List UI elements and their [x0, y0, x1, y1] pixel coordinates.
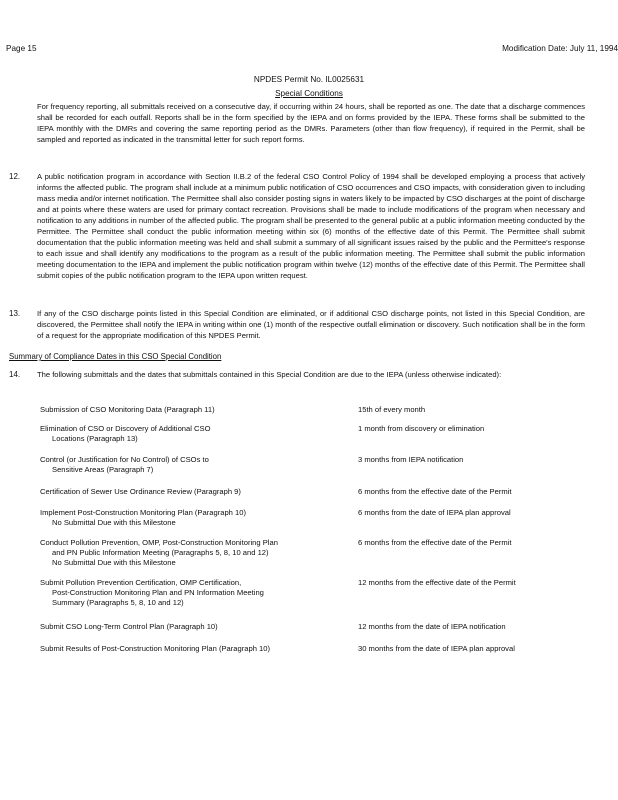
milestone-label: [40, 424, 340, 444]
paragraph-14-number: 14.: [9, 370, 21, 379]
milestone-label: [40, 508, 340, 528]
milestone-label-line: Submit Results of Post-Construction Monitoring Plan (Paragraph 10): [40, 644, 271, 653]
page-header-left: Page 15: [6, 44, 37, 53]
page-header-right: Modification Date: July 11, 1994: [502, 44, 618, 53]
permit-number: NPDES Permit No. IL0025631: [253, 75, 365, 84]
paragraph-14-text: The following submittals and the dates that submittals contained in this Special Condition are due to the IEPA (unless otherwise indicated):: [37, 370, 502, 379]
paragraph-13-number: 13.: [9, 309, 21, 318]
milestone-label-line: Control (or Justification for No Control) of CSOs to: [40, 455, 209, 464]
milestone-label: [40, 538, 340, 568]
milestone-label: [40, 487, 340, 497]
milestone-label: [40, 622, 340, 632]
milestone-label-line: Locations (Paragraph 13): [52, 434, 138, 443]
milestone-due-date: 6 months from the effective date of the Permit: [358, 487, 512, 496]
milestone-label: [40, 644, 340, 654]
summary-title: Summary of Compliance Dates in this CSO Special Condition: [9, 352, 222, 361]
milestone-label-line: No Submittal Due with this Milestone: [52, 518, 176, 527]
milestone-label-line: and PN Public Information Meeting (Paragraphs 5, 8, 10 and 12): [52, 548, 269, 557]
milestone-due-date: 6 months from the effective date of the Permit: [358, 538, 512, 547]
milestone-label-line: Sensitive Areas (Paragraph 7): [52, 465, 154, 474]
milestone-due-date: 6 months from the date of IEPA plan approval: [358, 508, 511, 517]
paragraph-13-text: If any of the CSO discharge points listed in this Special Condition are eliminated, or if additional CSO discharge points, not listed in this Special Condition, are discovered, the Permittee shall notify the IEPA in writing within one (1) month of the respective outfall elimination or discovery. Such notification shall be in the form of a request for the appropriate modification of this NPDES Permit.: [37, 309, 585, 340]
milestone-due-date: 1 month from discovery or elimination: [358, 424, 485, 433]
milestone-due-date: 3 months from IEPA notification: [358, 455, 464, 464]
milestone-label: [40, 578, 340, 608]
paragraph-12-number: 12.: [9, 172, 21, 181]
milestone-label-line: No Submittal Due with this Milestone: [52, 558, 176, 567]
milestone-label-line: Submission of CSO Monitoring Data (Paragraph 11): [40, 405, 215, 414]
intro-paragraph: For frequency reporting, all submittals received on a consecutive day, if occurring within 24 hours, shall be reported as one. The date that a discharge commences shall be recorded for each outfall. Reports shall be in the form specified by the IEPA and on forms provided by the IEPA. These forms shall be submitted to the IEPA monthly with the DMRs and covering the same reporting period as the DMRs. Parameters (other than flow frequency), if required in the Permit, shall be sampled and reported as indicated in the transmittal letter for such report forms.: [37, 102, 585, 144]
milestone-due-date: 15th of every month: [358, 405, 426, 414]
milestone-label-line: Conduct Pollution Prevention, OMP, Post-Construction Monitoring Plan: [40, 538, 278, 547]
paragraph-12-text: A public notification program in accordance with Section II.B.2 of the federal CSO Control Policy of 1994 shall be developed employing a process that actively informs the affected public. The program shall include at a minimum public notification of CSO occurrences and CSO impacts, with consideration given to including mass media and/or internet notification. The Permittee shall also consider posting signs in waters likely to be impacted by CSO discharges at the point of discharge and at points where these waters are used for primary contact recreation. Provisions shall be made to include modifications of the program when necessary and notification to any additions in number of the affected public. The program shall be presented to the general public at a public information meeting conducted by the Permittee. The Permittee shall conduct the public information meeting within six (6) months of the effective date of this Permit. The Permittee shall submit documentation that the public information meeting was held and shall submit a summary of all significant issues raised by the public and the Permittee's response to each issue and shall identify any modifications to the program as a result of the public information meeting. The Permittee shall submit the public information meeting documentation to the IEPA and implement the public notification program within twelve (12) months of the effective date of this Permit. The Permittee shall submit copies of the public notification program to the IEPA upon written request.: [37, 172, 585, 280]
milestone-label-line: Submit Pollution Prevention Certification, OMP Certification,: [40, 578, 242, 587]
milestone-label-line: Summary (Paragraphs 5, 8, 10 and 12): [52, 598, 184, 607]
section-title: Special Conditions: [275, 89, 343, 98]
milestone-due-date: 12 months from the date of IEPA notification: [358, 622, 506, 631]
milestone-due-date: 30 months from the date of IEPA plan approval: [358, 644, 515, 653]
milestone-label: [40, 455, 340, 475]
milestone-label-line: Submit CSO Long-Term Control Plan (Paragraph 10): [40, 622, 218, 631]
milestone-label: [40, 405, 340, 415]
milestone-label-line: Post-Construction Monitoring Plan and PN Information Meeting: [52, 588, 264, 597]
milestone-label-line: Elimination of CSO or Discovery of Additional CSO: [40, 424, 211, 433]
milestone-due-date: 12 months from the effective date of the Permit: [358, 578, 516, 587]
milestone-label-line: Certification of Sewer Use Ordinance Review (Paragraph 9): [40, 487, 241, 496]
milestone-label-line: Implement Post-Construction Monitoring Plan (Paragraph 10): [40, 508, 246, 517]
